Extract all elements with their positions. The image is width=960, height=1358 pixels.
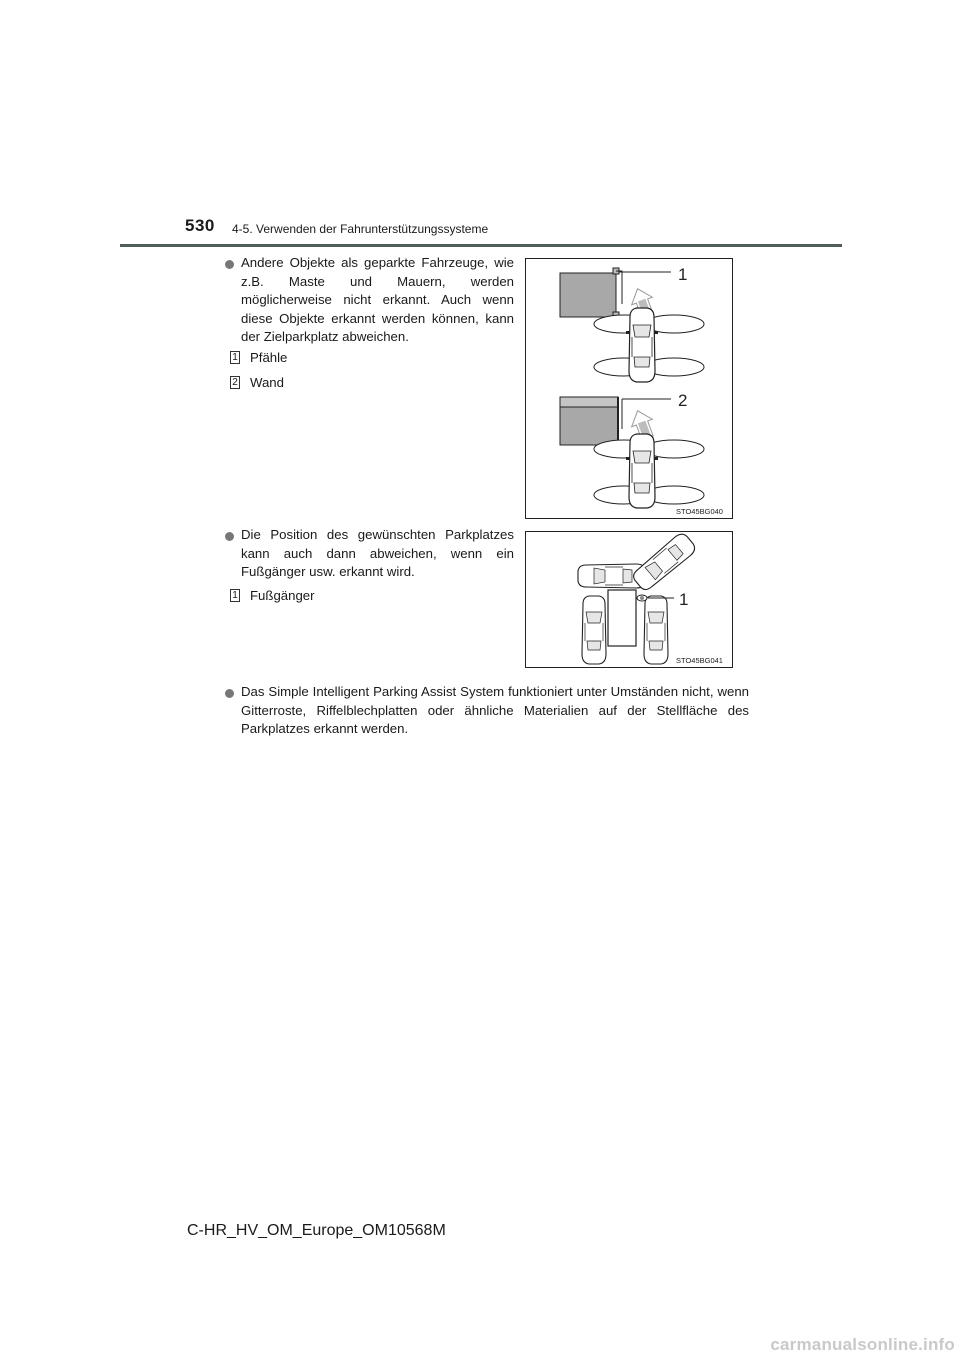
paragraph-2 xyxy=(241,526,514,582)
figure-1-marker-1: 1 xyxy=(678,265,688,284)
paragraph-1 xyxy=(241,254,514,347)
section-title: 4-5. Verwenden der Fahrunterstützungssysteme xyxy=(232,222,489,236)
figure-2-marker-1: 1 xyxy=(679,590,689,609)
callout-3-label: Fußgänger xyxy=(250,588,315,603)
figure-2-code: STO45BG041 xyxy=(676,656,723,665)
figure-1-code: STO45BG040 xyxy=(676,507,723,516)
bullet-1 xyxy=(225,260,234,269)
callout-1-number: 1 xyxy=(230,351,240,364)
callout-wand xyxy=(230,375,284,390)
figure-pedestrian-drawing xyxy=(526,532,732,667)
callout-pfaehle xyxy=(230,350,287,365)
bullet-2 xyxy=(225,532,234,541)
header-rule xyxy=(120,244,842,247)
document-id: C-HR_HV_OM_Europe_OM10568M xyxy=(187,1222,446,1239)
callout-3-number: 1 xyxy=(230,589,240,602)
paragraph-2-text: Die Position des gewünschten Parkplatzes kann auch dann abweichen, wenn ein Fußgänger usw. erkannt wird. xyxy=(241,527,514,579)
paragraph-3-text: Das Simple Intelligent Parking Assist System funktioniert unter Umständen nicht, wenn Gitterroste, Riffelblechplatten oder ähnliche Materialien auf der Stellfläche des Parkplatzes erkannt werden. xyxy=(241,684,749,736)
paragraph-3 xyxy=(241,683,749,739)
callout-fussgaenger xyxy=(230,588,315,603)
bullet-3 xyxy=(225,689,234,698)
callout-1-label: Pfähle xyxy=(250,350,288,365)
page-number: 530 xyxy=(185,216,215,235)
figure-pedestrian xyxy=(525,531,733,668)
paragraph-1-text: Andere Objekte als geparkte Fahrzeuge, wie z.B. Maste und Mauern, werden möglicherweise nicht erkannt. Auch wenn diese Objekte erkannt werden können, kann der Zielparkplatz abweichen. xyxy=(241,255,514,344)
figure-1-marker-2: 2 xyxy=(678,391,688,410)
figure-poles-wall-drawing xyxy=(526,259,732,518)
callout-2-number: 2 xyxy=(230,376,240,389)
callout-2-label: Wand xyxy=(250,375,284,390)
figure-poles-wall xyxy=(525,258,733,519)
watermark: carmanualsonline.info xyxy=(770,1335,955,1354)
